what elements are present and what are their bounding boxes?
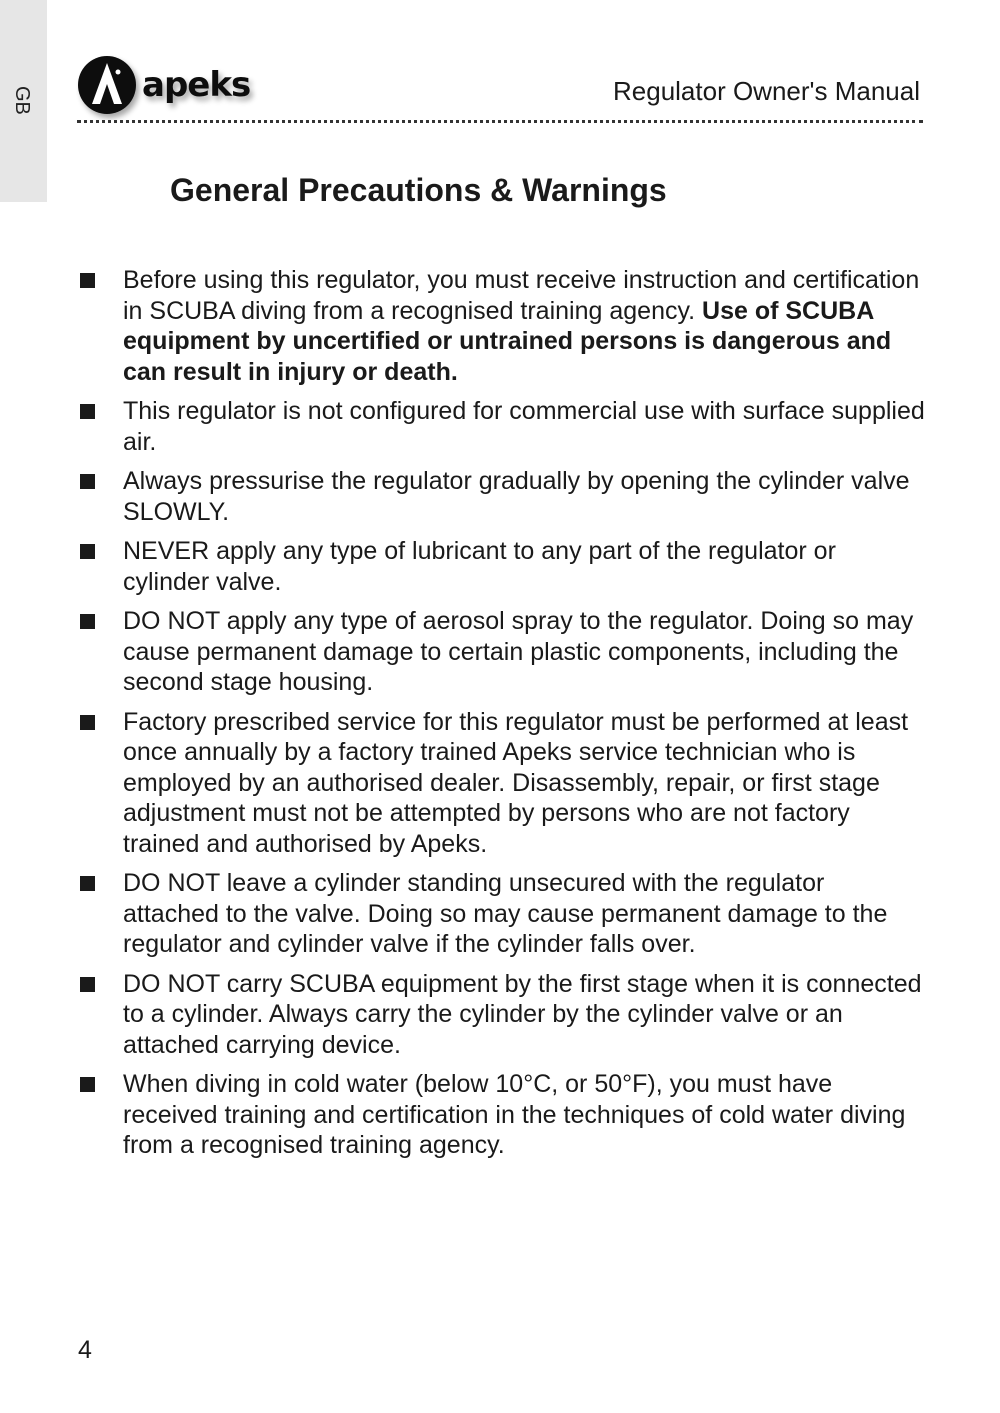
warning-text: Always pressurise the regulator gradually by opening the cylinder valve SLOWLY. [123, 467, 910, 526]
warning-item [78, 707, 926, 860]
warning-text: When diving in cold water (below 10°C, or 50°F), you must have received training and certification in the techniques of cold water diving from a recognised training agency. [123, 1070, 906, 1159]
warning-item [78, 1069, 926, 1161]
square-bullet-icon [80, 404, 95, 419]
square-bullet-icon [80, 977, 95, 992]
warning-item [78, 868, 926, 960]
page-title: General Precautions & Warnings [170, 172, 667, 208]
warning-text: DO NOT leave a cylinder standing unsecured with the regulator attached to the valve. Doing so may cause permanent damage to the regulator and cylinder valve if the cylinder falls over. [123, 869, 888, 958]
square-bullet-icon [80, 273, 95, 288]
square-bullet-icon [80, 1077, 95, 1092]
square-bullet-icon [80, 715, 95, 730]
warning-text: NEVER apply any type of lubricant to any part of the regulator or cylinder valve. [123, 537, 836, 596]
warning-item [78, 536, 926, 597]
warning-item [78, 466, 926, 527]
warning-text: Before using this regulator, you must receive instruction and certification in SCUBA diving from a recognised training agency. [123, 266, 920, 325]
language-tab [0, 0, 47, 202]
header-divider [77, 120, 923, 123]
square-bullet-icon [80, 474, 95, 489]
logo-text: apeks [142, 65, 251, 105]
apeks-logo [76, 54, 316, 120]
language-tab-label: GB [11, 86, 33, 115]
square-bullet-icon [80, 876, 95, 891]
warning-item [78, 606, 926, 698]
warning-item [78, 396, 926, 457]
warning-text: This regulator is not configured for commercial use with surface supplied air. [123, 397, 925, 456]
warning-item [78, 969, 926, 1061]
page-number: 4 [78, 1336, 92, 1364]
square-bullet-icon [80, 544, 95, 559]
warning-text: Factory prescribed service for this regulator must be performed at least once annually by a factory trained Apeks service technician who is employed by an authorised dealer. Disassembly, repair, or first stage adjustment must not be attempted by persons who are not factory trained and authorised by Apeks. [123, 707, 909, 858]
warning-text: DO NOT carry SCUBA equipment by the first stage when it is connected to a cylinder. Always carry the cylinder by the cylinder valve or an attached carrying device. [123, 969, 922, 1059]
warning-text: DO NOT apply any type of aerosol spray to the regulator. Doing so may cause permanent damage to certain plastic components, including the second stage housing. [123, 607, 914, 696]
square-bullet-icon [80, 614, 95, 629]
warnings-list [78, 265, 926, 1170]
manual-title: Regulator Owner's Manual [613, 76, 920, 106]
warning-emphasis: Use of SCUBA equipment by uncertified or untrained persons is dangerous and can result in injury or death. [123, 296, 892, 386]
warning-item [78, 265, 926, 387]
